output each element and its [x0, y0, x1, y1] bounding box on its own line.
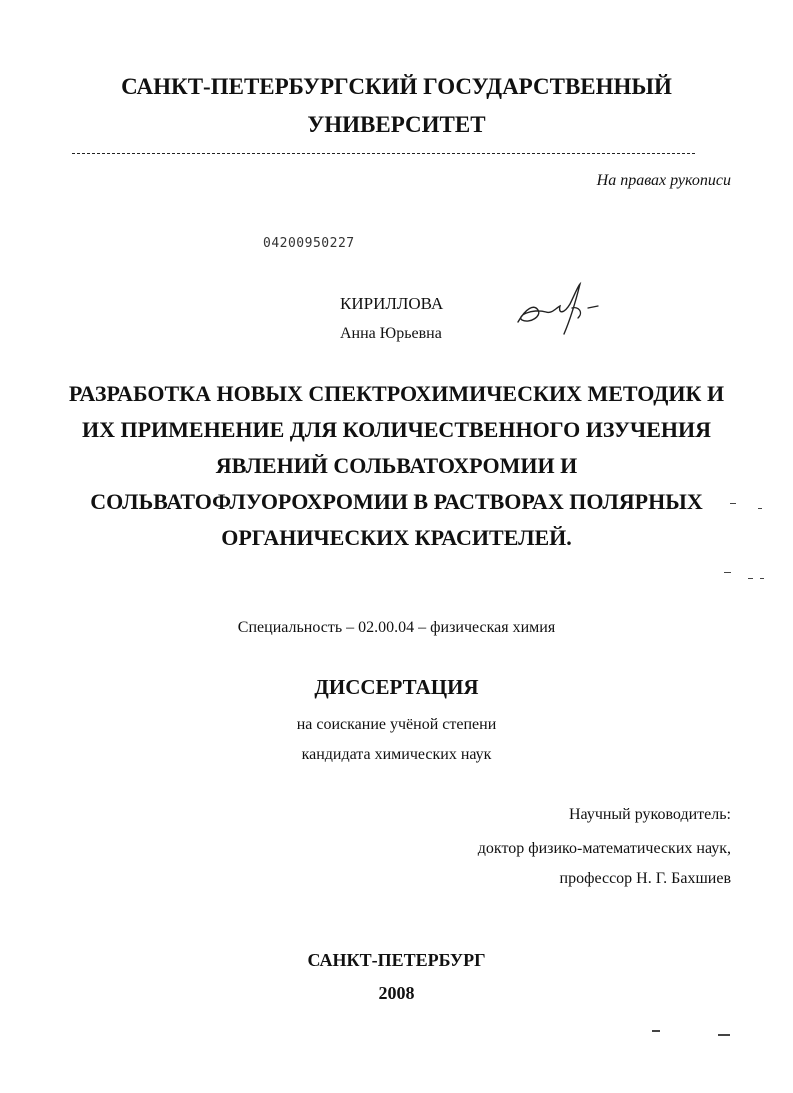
advisor-name: профессор Н. Г. Бахшиев [559, 870, 731, 887]
document-type: ДИССЕРТАЦИЯ [314, 675, 479, 699]
scan-mark [724, 572, 731, 573]
scan-mark [748, 578, 753, 579]
specialty: Специальность – 02.00.04 – физическая химия [237, 619, 556, 636]
degree-line-1: на соискание учёной степени [296, 716, 497, 733]
scan-mark [758, 508, 762, 509]
author-signature [512, 278, 602, 340]
header-divider [72, 153, 695, 154]
university-line-2: УНИВЕРСИТЕТ [307, 112, 486, 137]
advisor-label: Научный руководитель: [568, 806, 731, 823]
scan-mark [730, 503, 736, 504]
author-surname: КИРИЛЛОВА [340, 294, 444, 313]
scan-mark [718, 1034, 730, 1036]
scan-mark [760, 578, 764, 579]
degree-line-2: кандидата химических наук [301, 746, 492, 763]
author-given-names: Анна Юрьевна [340, 325, 442, 342]
degree-statement [0, 710, 793, 770]
title-line: СОЛЬВАТОФЛУОРОХРОМИИ В РАСТВОРАХ ПОЛЯРНЫХ [90, 489, 703, 514]
dissertation-title [0, 376, 793, 556]
advisor-degree: доктор физико-математических наук, [477, 840, 731, 857]
scan-mark [652, 1030, 660, 1032]
catalog-code: 04200950227 [263, 236, 355, 251]
title-line: ЯВЛЕНИЙ СОЛЬВАТОХРОМИИ И [215, 453, 578, 478]
city: САНКТ-ПЕТЕРБУРГ [307, 950, 486, 970]
university-name [0, 70, 793, 142]
year: 2008 [378, 983, 415, 1003]
title-line: ИХ ПРИМЕНЕНИЕ ДЛЯ КОЛИЧЕСТВЕННОГО ИЗУЧЕНИЯ [81, 417, 711, 442]
title-line: ОРГАНИЧЕСКИХ КРАСИТЕЛЕЙ. [221, 525, 572, 550]
title-line: РАЗРАБОТКА НОВЫХ СПЕКТРОХИМИЧЕСКИХ МЕТОДИК И [68, 381, 725, 406]
university-line-1: САНКТ-ПЕТЕРБУРГСКИЙ ГОСУДАРСТВЕННЫЙ [121, 74, 672, 99]
rights-note: На правах рукописи [596, 172, 731, 189]
